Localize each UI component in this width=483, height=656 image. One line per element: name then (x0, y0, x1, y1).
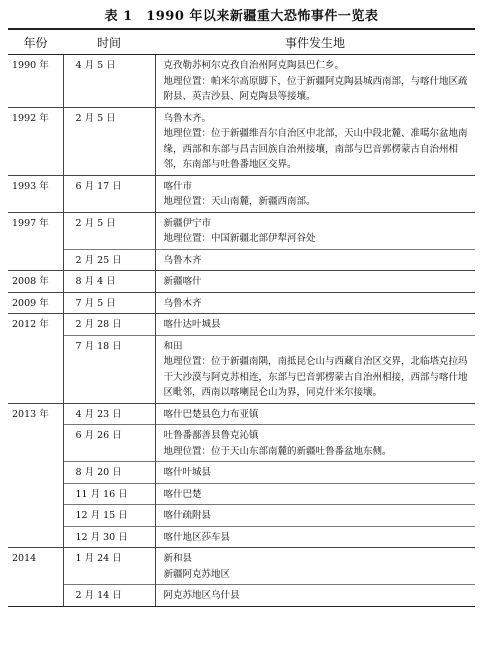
table-row (8, 314, 475, 336)
date-cell: 4 月 5 日 (63, 55, 155, 108)
year-cell (8, 335, 63, 403)
event-place-cell (155, 107, 475, 175)
event-place-cell (155, 403, 475, 425)
table-row (8, 585, 475, 607)
place-name: 新和县 (163, 553, 193, 564)
table-row (8, 526, 475, 548)
table-row (8, 335, 475, 403)
place-name: 阿克苏地区乌什县 (163, 590, 240, 601)
event-place-cell (155, 585, 475, 607)
date-cell: 2 月 25 日 (63, 249, 155, 271)
place-name: 乌鲁木齐。 (163, 112, 212, 124)
place-name: 喀什疏附县 (163, 510, 212, 521)
place-name: 吐鲁番鄯善县鲁克沁镇 (163, 430, 259, 441)
year-cell: 2012 年 (8, 314, 63, 336)
table-row (8, 249, 475, 271)
event-place-cell (155, 175, 475, 212)
place-name: 喀什巴楚县色力布亚镇 (163, 408, 259, 420)
year-cell: 2014 (8, 548, 63, 585)
year-cell (8, 505, 63, 527)
place-name: 乌鲁木齐 (163, 297, 202, 309)
events-table (8, 28, 475, 607)
date-cell: 2 月 28 日 (63, 314, 155, 336)
year-cell: 1993 年 (8, 175, 63, 212)
place-name: 喀什地区莎车县 (163, 531, 231, 543)
event-place-cell (155, 548, 475, 585)
place-name: 喀什巴楚 (163, 488, 202, 500)
place-name: 新疆喀什 (163, 276, 202, 287)
date-cell: 7 月 5 日 (63, 292, 155, 314)
date-cell: 4 月 23 日 (63, 403, 155, 425)
event-place-cell (155, 314, 475, 336)
year-cell (8, 249, 63, 271)
place-detail: 地理位置：位于天山东部南麓的新疆吐鲁番盆地东侧。 (163, 445, 392, 457)
table-row (8, 107, 475, 175)
place-detail: 地理位置：中国新疆北部伊犁河谷处 (163, 233, 316, 244)
place-detail: 地理位置：帕米尔高原脚下，位于新疆阿克陶县城西南部，与喀什地区疏附县、英吉沙县、阿克陶县等接壤。 (163, 75, 468, 102)
header-date: 时间 (63, 29, 155, 55)
place-name: 喀什达叶城县 (163, 319, 221, 330)
date-cell: 12 月 15 日 (63, 505, 155, 527)
place-name: 喀什市 (163, 180, 193, 192)
event-place-cell (155, 425, 475, 462)
header-year: 年份 (8, 29, 63, 55)
year-cell: 1992 年 (8, 107, 63, 175)
place-detail: 地理位置：位于新疆南隅，南抵昆仑山与西藏自治区交界，北临塔克拉玛干大沙漠与阿克苏相连，东部与巴音郭楞蒙古自治州相接，西部与喀什地区毗邻，西南以喀喇昆仑山为界，同克什米尔接壤。 (163, 356, 468, 398)
place-name: 和田 (163, 340, 183, 352)
event-place-cell (155, 271, 475, 293)
year-cell: 2008 年 (8, 271, 63, 293)
table-row (8, 462, 475, 484)
table-row (8, 292, 475, 314)
year-cell: 2013 年 (8, 403, 63, 425)
year-cell: 2009 年 (8, 292, 63, 314)
year-cell: 1997 年 (8, 212, 63, 249)
place-name: 喀什叶城县 (163, 467, 212, 478)
year-cell (8, 462, 63, 484)
year-cell (8, 585, 63, 607)
date-cell: 2 月 14 日 (63, 585, 155, 607)
place-name: 乌鲁木齐 (163, 254, 202, 266)
date-cell: 8 月 20 日 (63, 462, 155, 484)
table-row (8, 212, 475, 249)
event-place-cell (155, 292, 475, 314)
event-place-cell (155, 505, 475, 527)
table-row (8, 175, 475, 212)
event-place-cell (155, 335, 475, 403)
table-title: 表 1 1990 年以来新疆重大恐怖事件一览表 (104, 9, 379, 24)
event-place-cell (155, 55, 475, 108)
event-place-cell (155, 526, 475, 548)
date-cell: 12 月 30 日 (63, 526, 155, 548)
table-header (8, 29, 475, 55)
table-row (8, 403, 475, 425)
table-row (8, 425, 475, 462)
table-row (8, 55, 475, 108)
year-cell: 1990 年 (8, 55, 63, 108)
date-cell: 11 月 16 日 (63, 483, 155, 505)
event-place-cell (155, 212, 475, 249)
place-name: 克孜勒苏柯尔克孜自治州阿克陶县巴仁乡。 (163, 60, 345, 71)
date-cell: 6 月 26 日 (63, 425, 155, 462)
year-cell (8, 526, 63, 548)
date-cell: 8 月 4 日 (63, 271, 155, 293)
table-row (8, 483, 475, 505)
place-detail: 地理位置：天山南麓，新疆西南部。 (163, 196, 316, 207)
date-cell: 2 月 5 日 (63, 212, 155, 249)
event-place-cell (155, 249, 475, 271)
date-cell: 2 月 5 日 (63, 107, 155, 175)
year-cell (8, 425, 63, 462)
place-name: 新疆伊宁市 (163, 217, 212, 229)
header-place: 事件发生地 (155, 29, 475, 55)
event-place-cell (155, 462, 475, 484)
table-row (8, 271, 475, 293)
date-cell: 1 月 24 日 (63, 548, 155, 585)
date-cell: 7 月 18 日 (63, 335, 155, 403)
date-cell: 6 月 17 日 (63, 175, 155, 212)
place-detail: 新疆阿克苏地区 (163, 568, 231, 580)
table-row (8, 505, 475, 527)
table-row (8, 548, 475, 585)
event-place-cell (155, 483, 475, 505)
table-body (8, 55, 475, 607)
place-detail: 地理位置：位于新疆维吾尔自治区中北部，天山中段北麓、准噶尔盆地南缘，西部和东部与昌吉回族自治州接壤，南部与巴音郭楞蒙古自治州相邻，东南部与吐鲁番地区交界。 (163, 128, 468, 170)
year-cell (8, 483, 63, 505)
